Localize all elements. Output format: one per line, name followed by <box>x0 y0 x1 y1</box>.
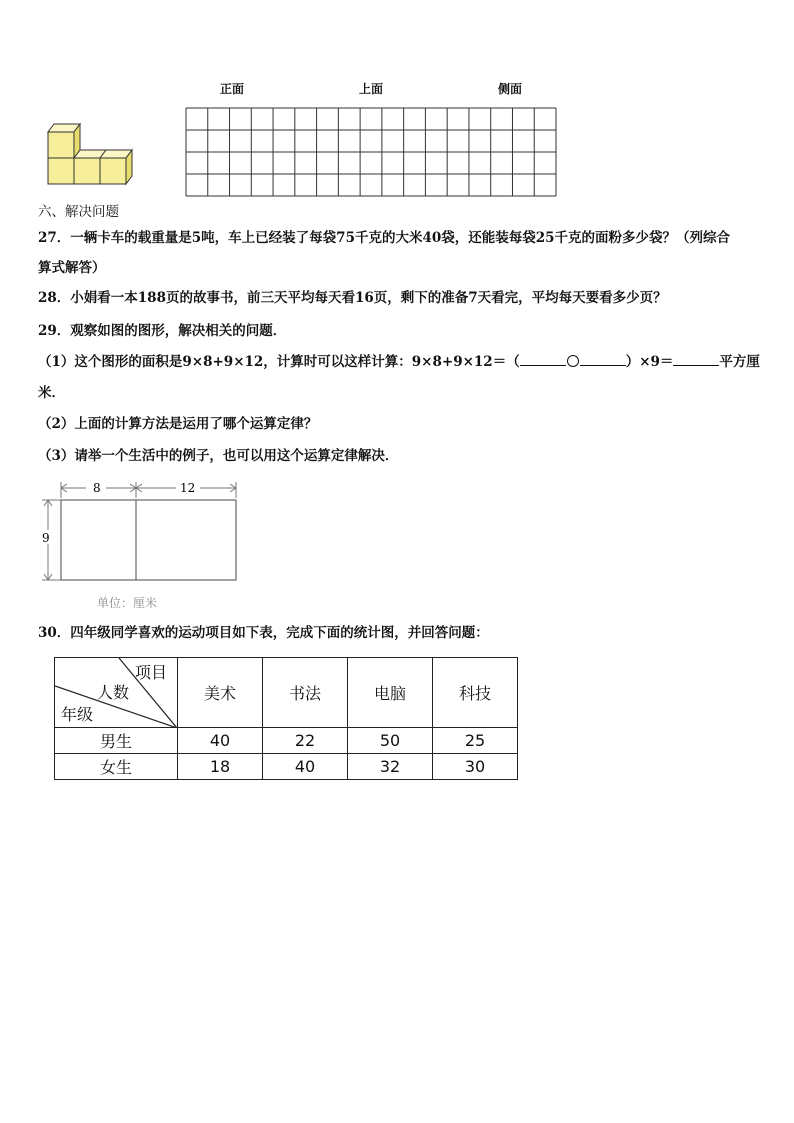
section-title: 六、解决问题 <box>38 204 119 220</box>
q29-part1-text-a: （1）这个图形的面积是9×8+9×12，计算时可以这样计算：9×8+9×12＝（ <box>38 354 520 370</box>
q27-line2: 算式解答） <box>38 260 106 276</box>
q29-part3: （3）请举一个生活中的例子，也可以用这个运算定律解决． <box>38 448 399 464</box>
q29-part1 <box>38 353 760 371</box>
side-view-label: 侧面 <box>498 82 523 96</box>
table-row-boys <box>55 728 518 754</box>
row-label-boys: 男生 <box>55 728 178 754</box>
answer-blank-3[interactable] <box>673 353 719 366</box>
operator-circle[interactable] <box>567 355 579 367</box>
row-label-girls: 女生 <box>55 754 178 780</box>
rectangle-figure <box>36 478 246 612</box>
drawing-grid <box>184 106 558 198</box>
table-row-girls <box>55 754 518 780</box>
q29-part2: （2）上面的计算方法是运用了哪个运算定律？ <box>38 416 318 432</box>
answer-blank-1[interactable] <box>520 353 566 366</box>
q29-part1-text-b: ）×9＝ <box>625 354 674 370</box>
header-art: 美术 <box>178 658 263 728</box>
table-corner-cell <box>55 658 178 728</box>
dim-height: 9 <box>42 531 50 545</box>
corner-grade-label: 年级 <box>61 705 94 724</box>
table-cell: 30 <box>433 754 518 780</box>
front-view-label: 正面 <box>220 82 245 96</box>
unit-label: 单位：厘米 <box>97 596 158 610</box>
q28-text: 28．小娟看一本188页的故事书，前三天平均每天看16页，剩下的准备7天看完，平均每天要看多少页？ <box>38 290 667 306</box>
table-header-row <box>55 658 518 728</box>
top-view-label: 上面 <box>359 82 384 96</box>
cube-figure <box>40 118 136 190</box>
table-cell: 25 <box>433 728 518 754</box>
dim-width-right: 12 <box>180 481 196 495</box>
table-cell: 40 <box>178 728 263 754</box>
table-cell: 40 <box>263 754 348 780</box>
q29-part1-text-c: 平方厘 <box>719 354 760 370</box>
dim-width-left: 8 <box>93 481 101 495</box>
q29-part1-end: 米． <box>38 385 65 401</box>
answer-blank-2[interactable] <box>580 353 626 366</box>
header-calligraphy: 书法 <box>263 658 348 728</box>
corner-item-label: 项目 <box>135 663 168 682</box>
q30-title: 30．四年级同学喜欢的运动项目如下表，完成下面的统计图，并回答问题： <box>38 625 489 641</box>
table-cell: 22 <box>263 728 348 754</box>
header-science: 科技 <box>433 658 518 728</box>
table-cell: 50 <box>348 728 433 754</box>
q29-title: 29．观察如图的图形，解决相关的问题． <box>38 323 287 339</box>
corner-count-label: 人数 <box>97 683 130 702</box>
table-cell: 18 <box>178 754 263 780</box>
table-cell: 32 <box>348 754 433 780</box>
header-computer: 电脑 <box>348 658 433 728</box>
q27-line1: 27．一辆卡车的载重量是5吨，车上已经装了每袋75千克的大米40袋，还能装每袋25千克的面粉多少袋？（列综合 <box>38 230 731 246</box>
sports-table <box>54 657 518 780</box>
